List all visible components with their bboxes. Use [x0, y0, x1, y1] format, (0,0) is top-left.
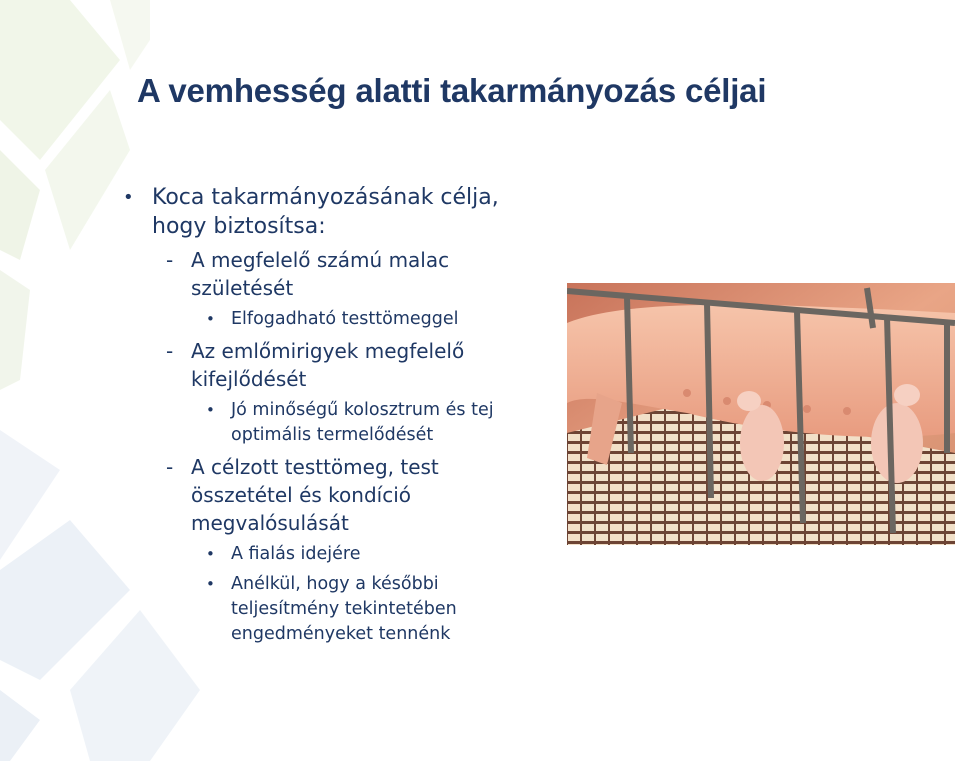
- bullet-dot-icon: •: [206, 545, 215, 563]
- bullet-text-line: megvalósulását: [191, 511, 349, 535]
- pig-photo: [567, 283, 955, 545]
- bullet-item-level-1: [120, 183, 560, 241]
- pigs-in-farrowing-crate-image: [567, 283, 955, 545]
- bullet-dot-icon: •: [206, 575, 215, 593]
- bullet-text-line: hogy biztosítsa:: [152, 214, 326, 239]
- bullet-text-line: Anélkül, hogy a későbbi: [231, 574, 439, 594]
- bullet-item-level-2: [120, 453, 560, 537]
- bullet-item-level-2: [120, 337, 560, 393]
- dash-marker: -: [166, 248, 174, 272]
- bullet-text-line: Az emlőmirigyek megfelelő: [191, 339, 465, 363]
- bullet-text-line: optimális termelődését: [231, 425, 434, 445]
- bullet-item-level-3: [120, 398, 560, 448]
- bullet-dot-icon: •: [123, 187, 134, 208]
- bullet-text-line: Jó minőségű kolosztrum és tej: [231, 400, 494, 420]
- bullet-text-line: A fialás idejére: [231, 544, 361, 564]
- bullet-text-line: összetétel és kondíció: [191, 483, 411, 507]
- bullet-list: [120, 183, 560, 647]
- bullet-text-line: Koca takarmányozásának célja,: [152, 185, 499, 210]
- bullet-text-line: A célzott testtömeg, test: [191, 455, 439, 479]
- dash-marker: -: [166, 339, 174, 363]
- bullet-item-level-3: [120, 307, 560, 332]
- bullet-text-line: Elfogadható testtömeggel: [231, 309, 459, 329]
- bullet-item-level-3: [120, 572, 560, 647]
- bullet-dot-icon: •: [206, 310, 215, 328]
- bullet-text-line: engedményeket tennénk: [231, 624, 451, 644]
- bullet-item-level-2: [120, 246, 560, 302]
- bullet-item-level-3: [120, 542, 560, 567]
- bullet-text-line: születését: [191, 276, 294, 300]
- slide-title: A vemhesség alatti takarmányozás céljai: [137, 72, 767, 109]
- dash-marker: -: [166, 455, 174, 479]
- bullet-dot-icon: •: [206, 401, 215, 419]
- bullet-text-line: A megfelelő számú malac: [191, 248, 450, 272]
- bullet-text-line: teljesítmény tekintetében: [231, 599, 457, 619]
- bullet-text-line: kifejlődését: [191, 367, 307, 391]
